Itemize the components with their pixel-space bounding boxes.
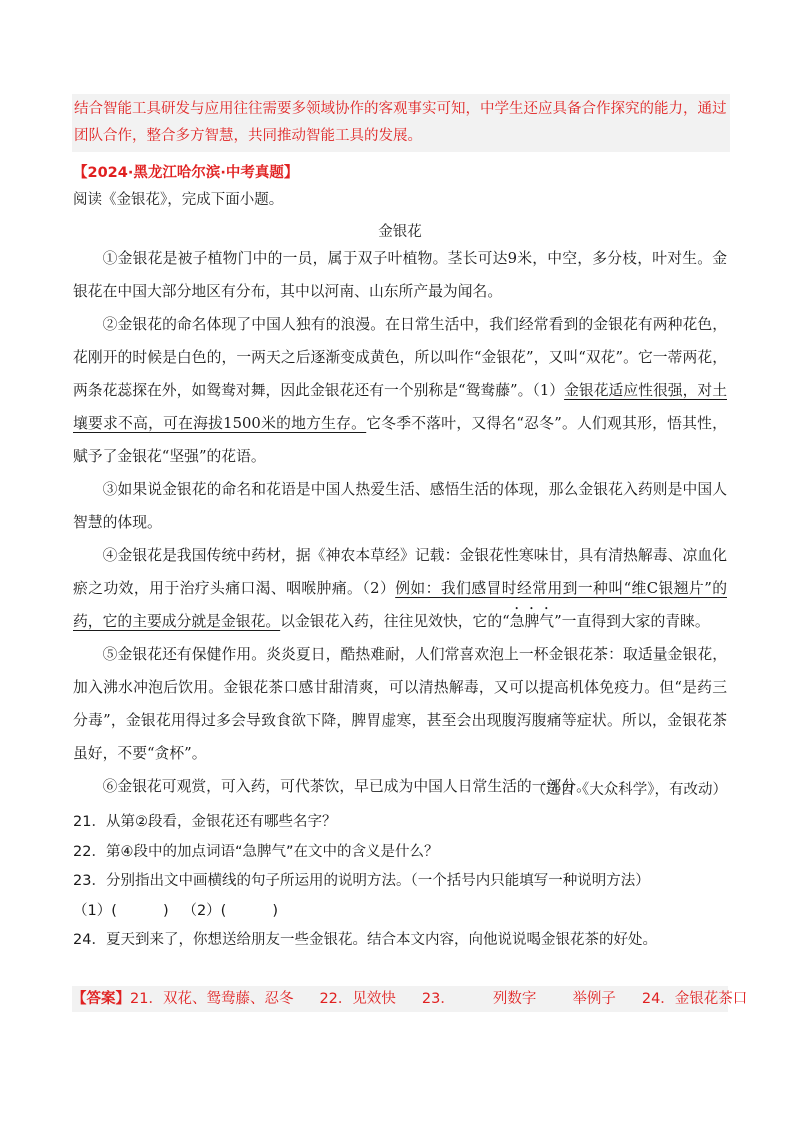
question-23: 23．分别指出文中画横线的句子所运用的说明方法。（一个括号内只能填写一种说明方法） [73, 873, 650, 889]
question-23-blanks: （1）( ) （2）( ) [73, 902, 279, 919]
question-21: 21．从第②段看，金银花还有哪些名字？ [73, 814, 337, 830]
answer-22: 22．见效快 [319, 991, 396, 1007]
paragraph-1: ①金银花是被子植物门中的一员，属于双子叶植物。茎长可达9米，中空，多分枝，叶对生。金银花在中国大部分地区有分布，其中以河南、山东所产最为闻名。 [73, 250, 727, 300]
answer-bar [72, 986, 748, 1012]
article-body [73, 242, 727, 803]
article-title: 金银花 [378, 224, 422, 240]
paragraph-4-text-a: ④金银花是我国传统中药材，据《神农本草经》记载：金银花性寒味甘，具有清热解毒、凉血化瘀之功效，用于治疗头痛口渴、咽喉肿痛。（2） [73, 547, 727, 597]
exam-source-tag: 【2024·黑龙江哈尔滨·中考真题】 [73, 165, 299, 181]
article-citation: （选自《大众科学》，有改动） [531, 782, 727, 798]
underlined-sentence-1: 金银花适应性很强，对土壤要求不高，可在海拔1500米的地方生存。 [73, 382, 727, 432]
paragraph-4-text-c: ”一直得到大家的青睐。 [554, 613, 710, 630]
answer-23-2: 举例子 [572, 991, 616, 1007]
paragraph-4-text-b: 以金银花入药，往往见效快，它的“ [280, 613, 510, 630]
answer-23-1: 列数字 [492, 991, 537, 1007]
reading-instruction: 阅读《金银花》，完成下面小题。 [73, 192, 284, 208]
underlined-sentence-2: 例如：我们感冒时经常用到一种叫“维C银翘片”的药，它的主要成分就是金银花。 [73, 580, 727, 630]
paragraph-2-text-b: 它冬季不落叶，又得名“忍冬”。人们观其形，悟其性，赋予了金银花“坚强”的花语。 [73, 415, 727, 465]
answer-24: 24．金银花茶口 [641, 991, 748, 1007]
paragraph-5: ⑤金银花还有保健作用。炎炎夏日，酷热难耐，人们常喜欢泡上一杯金银花茶：取适量金银花，加入沸水冲泡后饮用。金银花茶口感甘甜清爽，可以清热解毒，又可以提高机体免疫力。但“是药三分毒”，金银花用得过多会导致食欲下降，脾胃虚寒，甚至会出现腹泻腹痛等症状。所以，金银花茶虽好，不要“贪杯”。 [73, 646, 727, 762]
dotted-word: 急脾气 [509, 613, 555, 630]
paragraph-6: ⑥金银花可观赏，可入药，可代茶饮，早已成为中国人日常生活的一部分。 [102, 778, 591, 795]
question-22: 22．第④段中的加点词语“急脾气”在文中的含义是什么？ [73, 843, 439, 860]
answer-21: 21．双花、鸳鸯藤、忍冬 [130, 991, 294, 1007]
paragraph-2-text-a: ②金银花的命名体现了中国人独有的浪漫。在日常生活中，我们经常看到的金银花有两种花色，花刚开的时候是白色的，一两天之后逐渐变成黄色，所以叫作“金银花”，又叫“双花”。它一蒂两花，两条花蕊探在外，如鸳鸯对舞，因此金银花还有一个别称是“鸳鸯藤”。（1） [73, 316, 727, 399]
answer-23-number: 23． [421, 991, 455, 1007]
previous-answer-text: 结合智能工具研发与应用往往需要多领域协作的客观事实可知，中学生还应具备合作探究的能力，通过团队合作，整合多方智慧，共同推动智能工具的发展。 [72, 94, 730, 152]
question-24: 24．夏天到来了，你想送给朋友一些金银花。结合本文内容，向他说说喝金银花茶的好处。 [73, 932, 657, 948]
paragraph-4 [73, 539, 727, 638]
paragraph-2 [73, 308, 727, 473]
paragraph-3: ③如果说金银花的命名和花语是中国人热爱生活、感悟生活的体现，那么金银花入药则是中国人智慧的体现。 [73, 481, 727, 531]
question-list [73, 808, 733, 956]
answer-label: 【答案】 [72, 991, 130, 1007]
